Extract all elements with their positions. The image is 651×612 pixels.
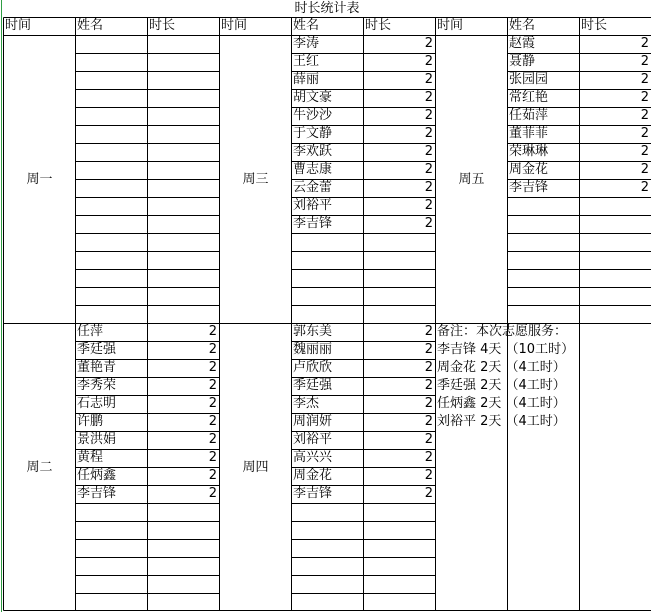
day-label-fri[interactable]: 周五 (458, 171, 485, 187)
hours-cell[interactable]: 2 (424, 90, 433, 105)
hours-cell[interactable]: 2 (424, 378, 433, 393)
hours-cell[interactable]: 2 (424, 162, 433, 177)
column-header[interactable]: 时间 (221, 18, 248, 33)
notes-line[interactable]: 任炳鑫 2天 （4工时） (437, 396, 566, 411)
day-label-tue[interactable]: 周二 (26, 459, 53, 475)
hours-cell[interactable]: 2 (424, 72, 433, 87)
day-label-thu[interactable]: 周四 (242, 459, 269, 475)
name-cell[interactable]: 聂静 (509, 54, 536, 69)
name-cell[interactable]: 任炳鑫 (77, 468, 117, 483)
hours-cell[interactable]: 2 (424, 324, 433, 339)
hours-cell[interactable]: 2 (424, 432, 433, 447)
name-cell[interactable]: 景洪娟 (77, 432, 117, 447)
hours-cell[interactable]: 2 (208, 378, 217, 393)
hours-cell[interactable]: 2 (208, 432, 217, 447)
name-cell[interactable]: 刘裕平 (293, 432, 333, 447)
hours-cell[interactable]: 2 (424, 108, 433, 123)
hours-cell[interactable]: 2 (640, 108, 649, 123)
name-cell[interactable]: 周金花 (293, 468, 333, 483)
name-cell[interactable]: 郭东美 (293, 324, 333, 339)
hours-cell[interactable]: 2 (640, 144, 649, 159)
name-cell[interactable]: 周润妍 (293, 414, 333, 429)
name-cell[interactable]: 刘裕平 (293, 198, 333, 213)
name-cell[interactable]: 李吉锋 (509, 180, 549, 195)
column-header[interactable]: 时长 (581, 18, 608, 33)
name-cell[interactable]: 王红 (293, 54, 320, 69)
spreadsheet[interactable] (3, 0, 651, 612)
notes-line[interactable]: 刘裕平 2天 （4工时） (437, 414, 566, 429)
column-header[interactable]: 时长 (149, 18, 176, 33)
column-header[interactable]: 时长 (365, 18, 392, 33)
day-label-mon[interactable]: 周一 (26, 171, 53, 187)
hours-cell[interactable]: 2 (424, 180, 433, 195)
hours-cell[interactable]: 2 (640, 126, 649, 141)
name-cell[interactable]: 季廷强 (77, 342, 117, 357)
hours-cell[interactable]: 2 (424, 486, 433, 501)
column-header[interactable]: 时间 (5, 18, 32, 33)
hours-cell[interactable]: 2 (424, 414, 433, 429)
name-cell[interactable]: 黄程 (77, 450, 104, 465)
name-cell[interactable]: 卢欣欣 (293, 360, 333, 375)
hours-cell[interactable]: 2 (424, 360, 433, 375)
hours-cell[interactable]: 2 (208, 360, 217, 375)
name-cell[interactable]: 董艳青 (77, 360, 117, 375)
name-cell[interactable]: 周金花 (509, 162, 549, 177)
hours-cell[interactable]: 2 (208, 486, 217, 501)
name-cell[interactable]: 牛沙沙 (293, 108, 333, 123)
column-header[interactable]: 姓名 (77, 18, 104, 33)
hours-cell[interactable]: 2 (640, 54, 649, 69)
notes-line[interactable]: 周金花 2天 （4工时） (437, 360, 566, 375)
notes-line[interactable]: 季廷强 2天 （4工时） (437, 378, 566, 393)
name-cell[interactable]: 胡文豪 (293, 90, 333, 105)
name-cell[interactable]: 李秀荣 (77, 378, 117, 393)
name-cell[interactable]: 许鹏 (77, 414, 104, 429)
hours-cell[interactable]: 2 (424, 36, 433, 51)
day-label-wed[interactable]: 周三 (242, 171, 269, 187)
name-cell[interactable]: 李吉锋 (293, 486, 333, 501)
hours-cell[interactable]: 2 (424, 216, 433, 231)
hours-cell[interactable]: 2 (640, 36, 649, 51)
sheet-edge-line (1, 0, 2, 612)
hours-cell[interactable]: 2 (208, 396, 217, 411)
name-cell[interactable]: 赵霞 (509, 36, 536, 51)
hours-cell[interactable]: 2 (640, 162, 649, 177)
column-header[interactable]: 姓名 (293, 18, 320, 33)
name-cell[interactable]: 曹志康 (293, 162, 333, 177)
hours-cell[interactable]: 2 (424, 342, 433, 357)
name-cell[interactable]: 李涛 (293, 36, 320, 51)
hours-cell[interactable]: 2 (640, 180, 649, 195)
name-cell[interactable]: 魏丽丽 (293, 342, 333, 357)
column-header[interactable]: 姓名 (509, 18, 536, 33)
name-cell[interactable]: 董菲菲 (509, 126, 549, 141)
hours-cell[interactable]: 2 (424, 54, 433, 69)
name-cell[interactable]: 于文静 (293, 126, 333, 141)
hours-cell[interactable]: 2 (208, 450, 217, 465)
name-cell[interactable]: 常红艳 (509, 90, 549, 105)
hours-cell[interactable]: 2 (424, 144, 433, 159)
hours-cell[interactable]: 2 (424, 126, 433, 141)
hours-cell[interactable]: 2 (424, 198, 433, 213)
name-cell[interactable]: 任茹萍 (509, 108, 549, 123)
name-cell[interactable]: 任萍 (77, 324, 104, 339)
hours-cell[interactable]: 2 (424, 468, 433, 483)
name-cell[interactable]: 高兴兴 (293, 450, 333, 465)
name-cell[interactable]: 薛丽 (293, 72, 320, 87)
name-cell[interactable]: 李吉锋 (77, 486, 117, 501)
name-cell[interactable]: 李杰 (293, 396, 320, 411)
name-cell[interactable]: 季廷强 (293, 378, 333, 393)
name-cell[interactable]: 荣琳琳 (509, 144, 549, 159)
hours-cell[interactable]: 2 (424, 396, 433, 411)
notes-heading[interactable]: 备注：本次志愿服务： (437, 324, 568, 339)
hours-cell[interactable]: 2 (640, 90, 649, 105)
notes-line[interactable]: 李吉锋 4天 （10工时） (437, 342, 575, 357)
table-title[interactable]: 时长统计表 (294, 1, 360, 16)
name-cell[interactable]: 李吉锋 (293, 216, 333, 231)
hours-cell[interactable]: 2 (640, 72, 649, 87)
name-cell[interactable]: 云金蕾 (293, 180, 333, 195)
hours-cell[interactable]: 2 (208, 342, 217, 357)
hours-cell[interactable]: 2 (424, 450, 433, 465)
hours-cell[interactable]: 2 (208, 324, 217, 339)
column-header[interactable]: 时间 (437, 18, 464, 33)
name-cell[interactable]: 石志明 (77, 396, 117, 411)
hours-cell[interactable]: 2 (208, 414, 217, 429)
name-cell[interactable]: 张园园 (509, 72, 549, 87)
hours-cell[interactable]: 2 (208, 468, 217, 483)
name-cell[interactable]: 李欢跃 (293, 144, 333, 159)
